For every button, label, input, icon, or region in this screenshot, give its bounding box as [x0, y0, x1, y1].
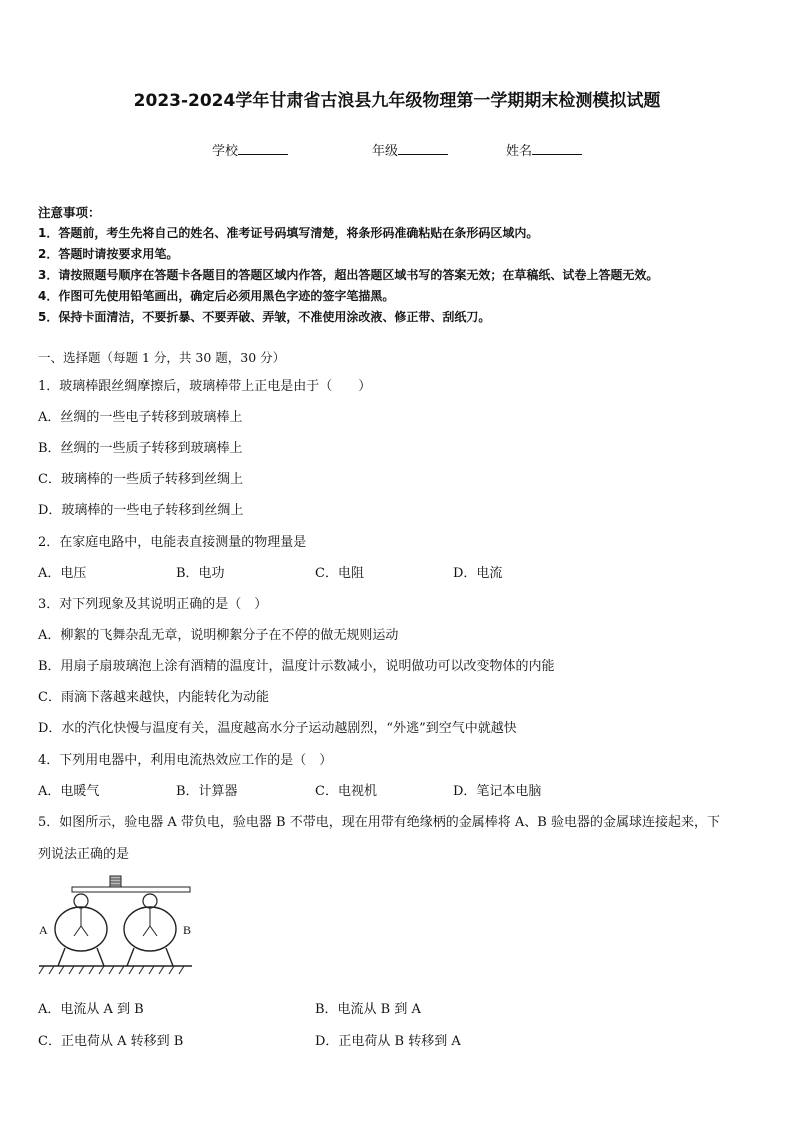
question-4-option-b: B．计算器 [176, 784, 238, 799]
school-field [212, 140, 288, 159]
question-1-stem: 1．玻璃棒跟丝绸摩擦后，玻璃棒带上正电是由于（ ） [38, 379, 372, 394]
metal-rod [72, 887, 190, 892]
section-heading: 一、选择题（每题 1 分，共 30 题，30 分） [38, 350, 286, 365]
question-5-option-d: D．正电荷从 B 转移到 A [315, 1034, 461, 1049]
electroscope-figure [34, 868, 194, 980]
question-5-stem-line2: 列说法正确的是 [38, 847, 130, 862]
question-4-stem: 4．下列用电器中，利用电流热效应工作的是（ ） [38, 753, 333, 768]
question-5-stem-line1: 5．如图所示，验电器 A 带负电，验电器 B 不带电，现在用带有绝缘柄的金属棒将 A、B 验电器的金属球连接起来，下 [38, 815, 720, 830]
name-blank [532, 142, 582, 155]
question-2-stem: 2．在家庭电路中，电能表直接测量的物理量是 [38, 535, 307, 550]
question-3-option-c: C．雨滴下落越来越快，内能转化为动能 [38, 690, 269, 705]
question-4-option-d: D．笔记本电脑 [453, 784, 542, 799]
notes-heading: 注意事项： [38, 205, 101, 220]
question-2-option-d: D．电流 [453, 566, 503, 581]
grade-field [372, 140, 448, 159]
question-5-option-a: A．电流从 A 到 B [38, 1002, 144, 1017]
question-1-option-d: D．玻璃棒的一些电子转移到丝绸上 [38, 503, 244, 518]
question-5-option-c: C．正电荷从 A 转移到 B [38, 1034, 184, 1049]
grade-blank [398, 142, 448, 155]
question-5-option-b: B．电流从 B 到 A [315, 1002, 421, 1017]
note-item: 1．答题前，考生先将自己的姓名、准考证号码填写清楚，将条形码准确粘贴在条形码区域内。 [38, 226, 539, 240]
note-item: 2．答题时请按要求用笔。 [38, 247, 179, 261]
question-1-option-c: C．玻璃棒的一些质子转移到丝绸上 [38, 472, 243, 487]
question-4-option-a: A．电暖气 [38, 784, 100, 799]
note-item: 4．作图可先使用铅笔画出，确定后必须用黑色字迹的签字笔描黑。 [38, 289, 395, 303]
note-item: 3．请按照题号顺序在答题卡各题目的答题区域内作答，超出答题区域书写的答案无效；在草稿纸、试卷上答题无效。 [38, 268, 659, 282]
question-2-option-a: A．电压 [38, 566, 87, 581]
question-1-option-a: A．丝绸的一些电子转移到玻璃棒上 [38, 410, 243, 425]
school-blank [238, 142, 288, 155]
question-3-stem: 3．对下列现象及其说明正确的是（ ） [38, 597, 268, 612]
electroscope-b [124, 894, 176, 966]
grade-label: 年级 [372, 144, 399, 159]
question-4-option-c: C．电视机 [315, 784, 377, 799]
question-2-option-c: C．电阻 [315, 566, 364, 581]
question-2-option-b: B．电功 [176, 566, 225, 581]
label-a: A [39, 923, 48, 937]
page-title: 2023-2024学年甘肃省古浪县九年级物理第一学期期末检测模拟试题 [133, 91, 661, 111]
ground-hatching [39, 966, 184, 974]
question-3-option-d: D．水的汽化快慢与温度有关，温度越高水分子运动越剧烈，“外逃”到空气中就越快 [38, 721, 517, 736]
name-label: 姓名 [506, 144, 533, 159]
name-field [506, 140, 582, 159]
question-3-option-b: B．用扇子扇玻璃泡上涂有酒精的温度计，温度计示数减小，说明做功可以改变物体的内能 [38, 659, 555, 674]
school-label: 学校 [212, 144, 239, 159]
label-b: B [183, 923, 192, 937]
electroscope-a [55, 894, 107, 966]
note-item: 5．保持卡面清洁，不要折暴、不要弄破、弄皱，不准使用涂改液、修正带、刮纸刀。 [38, 310, 491, 324]
question-3-option-a: A．柳絮的飞舞杂乱无章，说明柳絮分子在不停的做无规则运动 [38, 628, 399, 643]
question-1-option-b: B．丝绸的一些质子转移到玻璃棒上 [38, 441, 243, 456]
